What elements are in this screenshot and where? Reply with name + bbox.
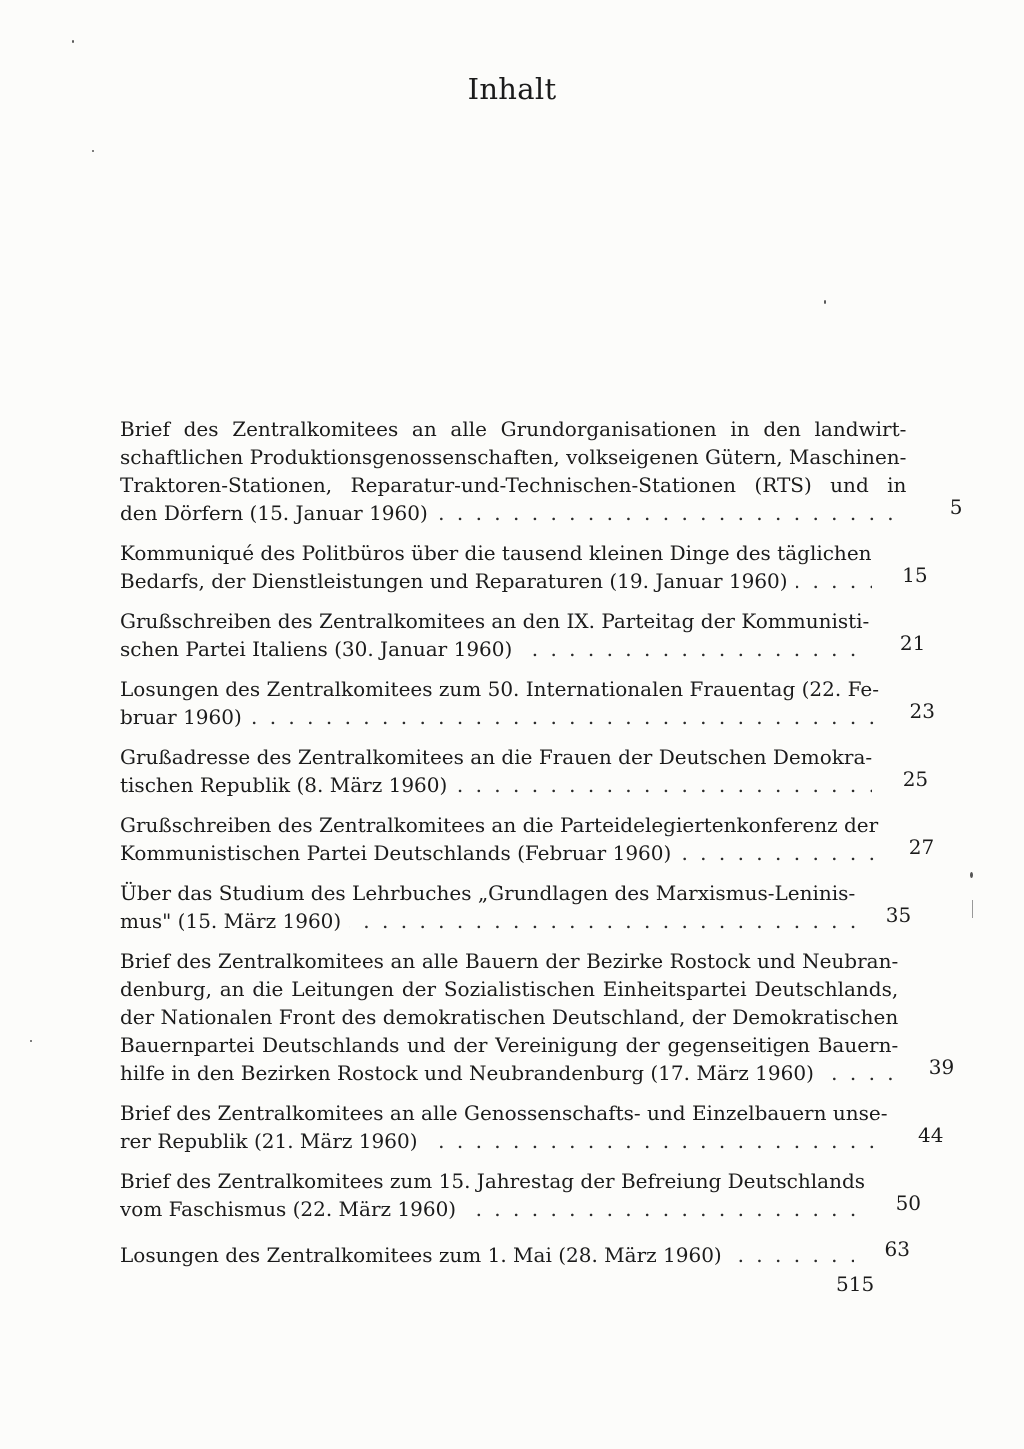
toc-entry-title — [120, 675, 879, 731]
toc-entry-page-number: 50 — [895, 1191, 922, 1215]
toc-entry-page-number: 27 — [908, 835, 935, 859]
toc-entry-line-last — [120, 635, 869, 663]
toc-entry-line — [120, 675, 879, 703]
toc-entry-title — [120, 1099, 887, 1155]
toc-entry-page-number: 23 — [909, 699, 935, 723]
print-speck — [92, 150, 94, 152]
toc-entry-line-last — [120, 1127, 887, 1155]
toc-entry-title — [120, 743, 872, 799]
print-speck — [72, 40, 74, 43]
toc-entry-line-last — [120, 1059, 898, 1087]
toc-entry-line — [120, 1099, 887, 1127]
toc-entry-title — [120, 1167, 865, 1223]
toc-entry-line-text: Brief des Zentralkomitees an alle Bauern der Bezirke Rostock und Neubran- — [120, 949, 899, 973]
toc-entry-line — [120, 811, 878, 839]
print-speck — [970, 872, 973, 878]
toc-entry-line-text: Bauernpartei Deutschlands und der Vereinigung der gegenseitigen Bauern- — [120, 1033, 899, 1057]
toc-entry-line-text: Brief des Zentralkomitees an alle Genossenschafts- und Einzelbauern unse- — [120, 1101, 888, 1125]
toc-entry-line — [120, 443, 906, 471]
toc-entry-line — [120, 947, 898, 975]
toc-entry-page-number: 5 — [949, 495, 963, 519]
toc-entry[interactable] — [120, 1167, 922, 1223]
toc-entry-line-text: Grußschreiben des Zentralkomitees an den IX. Parteitag der Kommunisti- — [120, 609, 870, 633]
toc-entry[interactable] — [120, 1235, 910, 1269]
toc-entry[interactable] — [120, 415, 963, 527]
toc-entry-line-last — [120, 1195, 865, 1223]
toc-entry-line-last — [120, 1241, 854, 1269]
toc-entry-line-text: Brief des Zentralkomitees an alle Grundorganisationen in den landwirt- — [120, 417, 907, 441]
toc-entry-page-number: 35 — [885, 903, 912, 927]
toc-entry[interactable] — [120, 811, 935, 867]
toc-entry[interactable] — [120, 675, 935, 731]
toc-entry-line — [120, 539, 872, 567]
toc-entry[interactable] — [120, 743, 929, 799]
toc-entry-line-text: vom Faschismus (22. März 1960) — [120, 1197, 464, 1221]
page-number: 515 — [836, 1272, 875, 1296]
toc-entry-page-number: 39 — [928, 1055, 955, 1079]
toc-entry[interactable] — [120, 879, 910, 935]
toc-entry-line — [120, 1167, 865, 1195]
toc-entry-title — [120, 947, 898, 1087]
toc-entry-line-text: Brief des Zentralkomitees zum 15. Jahrestag der Befreiung Deutschlands — [120, 1169, 866, 1193]
toc-entry-line-text: Über das Studium des Lehrbuches „Grundlagen des Marxismus-Leninis- — [120, 881, 856, 905]
toc-entry-line-text: schaftlichen Produktionsgenossenschaften, volkseigenen Gütern, Maschinen- — [120, 445, 907, 469]
toc-entry-title — [120, 1241, 854, 1269]
toc-entry-line-text: tischen Republik (8. März 1960) — [120, 773, 455, 797]
toc-entry-line-last — [120, 771, 872, 799]
toc-entry-title — [120, 811, 878, 867]
toc-entry-page-number: 63 — [884, 1237, 910, 1261]
toc-entry-line-text: Losungen des Zentralkomitees zum 50. Internationalen Frauentag (22. Fe- — [120, 677, 879, 701]
toc-entry[interactable] — [120, 1099, 944, 1155]
toc-entry-line-last — [120, 839, 878, 867]
toc-entry-title — [120, 879, 855, 935]
toc-entry-line-text: denburg, an die Leitungen der Sozialistischen Einheitspartei Deutschlands, — [120, 977, 899, 1001]
toc-entry-line-text: Grußschreiben des Zentralkomitees an die Parteidelegiertenkonferenz der — [120, 813, 879, 837]
toc-entry[interactable] — [120, 607, 926, 663]
toc-entry-line — [120, 743, 872, 771]
toc-entry-line-text: rer Republik (21. März 1960) — [120, 1129, 426, 1153]
toc-entry-line — [120, 879, 855, 907]
toc-entry[interactable] — [120, 947, 955, 1087]
toc-entry-line-text: Bedarfs, der Dienstleistungen und Reparaturen (19. Januar 1960) — [120, 569, 796, 593]
toc-entry-page-number: 44 — [918, 1123, 944, 1147]
toc-entry-line-last — [120, 567, 872, 595]
toc-entry-page-number: 15 — [902, 563, 928, 587]
toc-entry-title — [120, 607, 869, 663]
toc-entry-line-text: hilfe in den Bezirken Rostock und Neubrandenburg (17. März 1960) — [120, 1061, 822, 1085]
toc-entry-line-text: schen Partei Italiens (30. Januar 1960) — [120, 637, 520, 661]
table-of-contents — [120, 415, 963, 1281]
print-speck — [824, 300, 826, 304]
toc-entry-line-text: der Nationalen Front des demokratischen Deutschland, der Demokratischen — [120, 1005, 899, 1029]
toc-entry-line-last — [120, 907, 855, 935]
toc-entry-line — [120, 1031, 898, 1059]
toc-entry-line — [120, 607, 869, 635]
toc-entry-page-number: 21 — [899, 631, 926, 655]
print-speck — [30, 1040, 32, 1042]
toc-entry-line-text: den Dörfern (15. Januar 1960) — [120, 501, 436, 525]
toc-entry-line — [120, 415, 906, 443]
toc-entry-line — [120, 975, 898, 1003]
toc-entry-title — [120, 539, 872, 595]
toc-entry-line-text: Kommuniqué des Politbüros über die tausend kleinen Dinge des täglichen — [120, 541, 872, 565]
page-title: Inhalt — [467, 72, 557, 106]
toc-entry[interactable] — [120, 539, 928, 595]
toc-entry-line-last — [120, 499, 906, 527]
toc-entry-line-text: bruar 1960) — [120, 705, 250, 729]
toc-entry-line-text: mus" (15. März 1960) — [120, 909, 349, 933]
print-speck — [972, 900, 973, 918]
toc-entry-line-text: Losungen des Zentralkomitees zum 1. Mai (28. März 1960) — [120, 1243, 730, 1267]
toc-entry-line-text: Kommunistischen Partei Deutschlands (Februar 1960) — [120, 841, 679, 865]
toc-entry-title — [120, 415, 906, 527]
toc-entry-line — [120, 1003, 898, 1031]
toc-entry-line — [120, 471, 906, 499]
toc-entry-line-text: Traktoren-Stationen, Reparatur-und-Technischen-Stationen (RTS) und in — [120, 473, 907, 497]
toc-entry-page-number: 25 — [902, 767, 929, 791]
toc-entry-line-last — [120, 703, 879, 731]
toc-entry-line-text: Grußadresse des Zentralkomitees an die Frauen der Deutschen Demokra- — [120, 745, 873, 769]
